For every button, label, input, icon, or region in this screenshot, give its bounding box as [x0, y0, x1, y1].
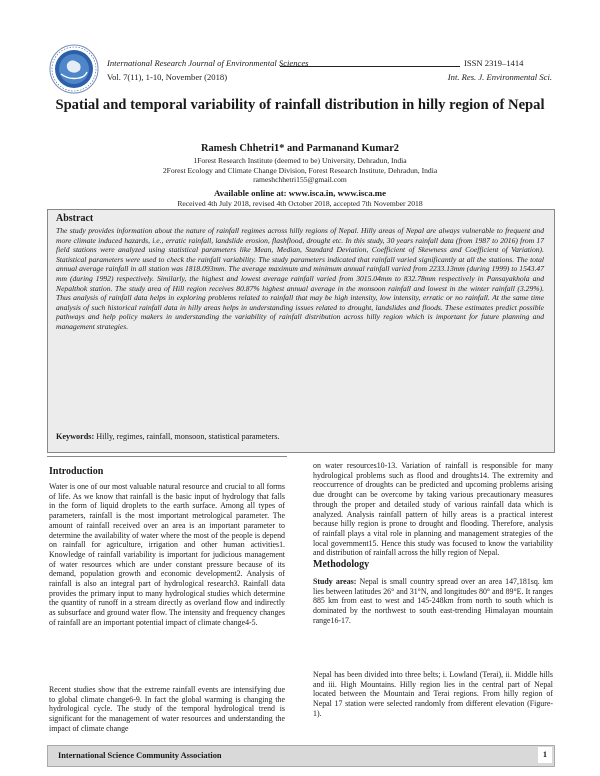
keywords-text: Hilly, regimes, rainfall, monsoon, statistical parameters. — [96, 432, 280, 441]
header-rule — [280, 66, 460, 67]
study-areas-paragraph — [313, 577, 553, 626]
author-email: rameshchhetri155@gmail.com — [253, 175, 347, 185]
received-dates: Received 4th July 2018, revised 4th October 2018, accepted 7th November 2018 — [177, 199, 423, 208]
right-paragraph-1: on water resources10-13. Variation of rainfall is responsible for many hydrological problems such as flood and droughts14. The extremity and reoccurrence of droughts can be predicted and upcoming problems arising due drought can be overcome by taking various precautionary measures through the proper and detailed study of various rainfall data which is analyzed. Analysis rainfall pattern of hilly areas is a practical interest because hilly region is prone to drought and flooding. Therefore, analysis of rainfall plays a vital role in planning and management strategies of the local government15. Hence this study was focused to know the variability and distribution of rainfall across the hilly region of Nepal. — [313, 461, 553, 558]
journal-abbreviation: Int. Res. J. Environmental Sci. — [447, 72, 552, 82]
available-online: Available online at: www.isca.in, www.isca.me — [213, 188, 387, 198]
page-number: 1 — [538, 747, 552, 763]
study-areas-label: Study areas: — [313, 577, 357, 586]
affiliations — [50, 156, 550, 185]
footer-association: International Science Community Association — [58, 751, 222, 760]
authors: Ramesh Chhetri1* and Parmanand Kumar2 — [200, 143, 399, 154]
volume-info: Vol. 7(11), 1-10, November (2018) — [107, 72, 228, 82]
introduction-paragraph-1: Water is one of our most valuable natural resource and crucial to all forms of life. As we know that rainfall is the basic input of hydrology that falls in the form of liquid droplets to the earth surface. Among all types of parameters, rainfall is the most important metrological parameter. The amount of rainfall received over an area is an important parameter to determine the availability of water where the most of the people is depend on rainfall for agriculture, irrigation and other human activities1. Knowledge of rainfall variability is important for judicious management of water resources which are under constant pressure because of its demand, population growth and economic development2. Analysis of rainfall is also an integral part of hydrological research3. Rainfall data provides the primary input to many hydrological studies which determine the quantity of runoff in a stream directly as overland flow and indirectly as subsurface and ground water flow. The intensity and frequency changes of rainfall are an important potential impact of climate change4-5. — [49, 482, 285, 627]
affiliation-2: 2Forest Ecology and Climate Change Division, Forest Research Institute, Dehradun, India — [162, 165, 438, 175]
methodology-heading: Methodology — [313, 559, 370, 570]
issn: ISSN 2319–1414 — [464, 58, 524, 68]
keywords-label: Keywords: — [56, 432, 95, 441]
journal-name: International Research Journal of Environmental Sciences — [107, 58, 309, 68]
introduction-paragraph-2: Recent studies show that the extreme rainfall events are intensifying due to global climate change6-9. In fact the global warming is changing the hydrological cycle. The study of the temporal hydrological trend is significant for the management of water resources and understanding the impact of climate change — [49, 685, 285, 733]
keywords — [56, 432, 544, 441]
abstract-text: The study provides information about the nature of rainfall regimes across hilly regions of Nepal. Hilly areas of Nepal are always vulnerable to frequent and more climate induced hazards, i.e., erratic rainfall, landslide erosion, flashflood, drought etc. In this study, 30 years rainfall data (from 1987 to 2016) from 17 field stations were analyzed using statistical parameters like Mean, Median, Standard Deviation, Coefficient of Skewness and Coefficient of Variation). Statistical parameters were used to check the rainfall variability. The study parameters indicated that rainfall varied significantly at all the stations. The total annual average rainfall in all station was 1818.093mm. The average maximum and minimum annual rainfall varied from 2233.13mm (during 1999) to 1543.47 mm (during 1992) respectively. Similarly, the highest and lowest average rainfall varied from 3015.04mm to 832.78mm respectively in Pansayakhola and Nepalthok station. The study area of Hill region receives 80.87% highest annual average in the monsoon rainfall and lowest in the winter rainfall (3.29%). Thus analysis of rainfall data helps in exploring problems related to rainfall that may be high intensity, low intensity, erratic or no rainfall. At the same time analysis of such historical rainfall data in hilly areas helps in understanding issues related to drought, landslides and floods. These estimates predict possible pathways and help policy makers in understanding the variability of rainfall distribution across hilly region which is important for future planning and management strategies. — [56, 226, 544, 331]
abstract-heading: Abstract — [56, 213, 94, 224]
affiliation-1: 1Forest Research Institute (deemed to be) University, Dehradun, India — [193, 156, 407, 165]
introduction-heading: Introduction — [49, 466, 104, 477]
journal-logo — [49, 44, 99, 94]
right-paragraph-3: Nepal has been divided into three belts; i. Lowland (Terai), ii. Middle hills and iii. High Mountains. Hilly region lies in the central part of Nepal located between the Mountain and Terai regions. From hilly region of Nepal 17 station were selected randomly from different elevation (Figure-1). — [313, 670, 553, 718]
article-title: Spatial and temporal variability of rainfall distribution in hilly region of Nepal — [55, 97, 545, 113]
study-areas-text: Nepal is small country spread over an area 147,181sq. km lies between latitudes 26° and 31°N, and longitudes 80° and 89°E. It ranges 885 km from east to west and 145-248km from north to south which is dominated by the northwest to south east-trending Himalayan mountain range16-17. — [313, 577, 554, 625]
